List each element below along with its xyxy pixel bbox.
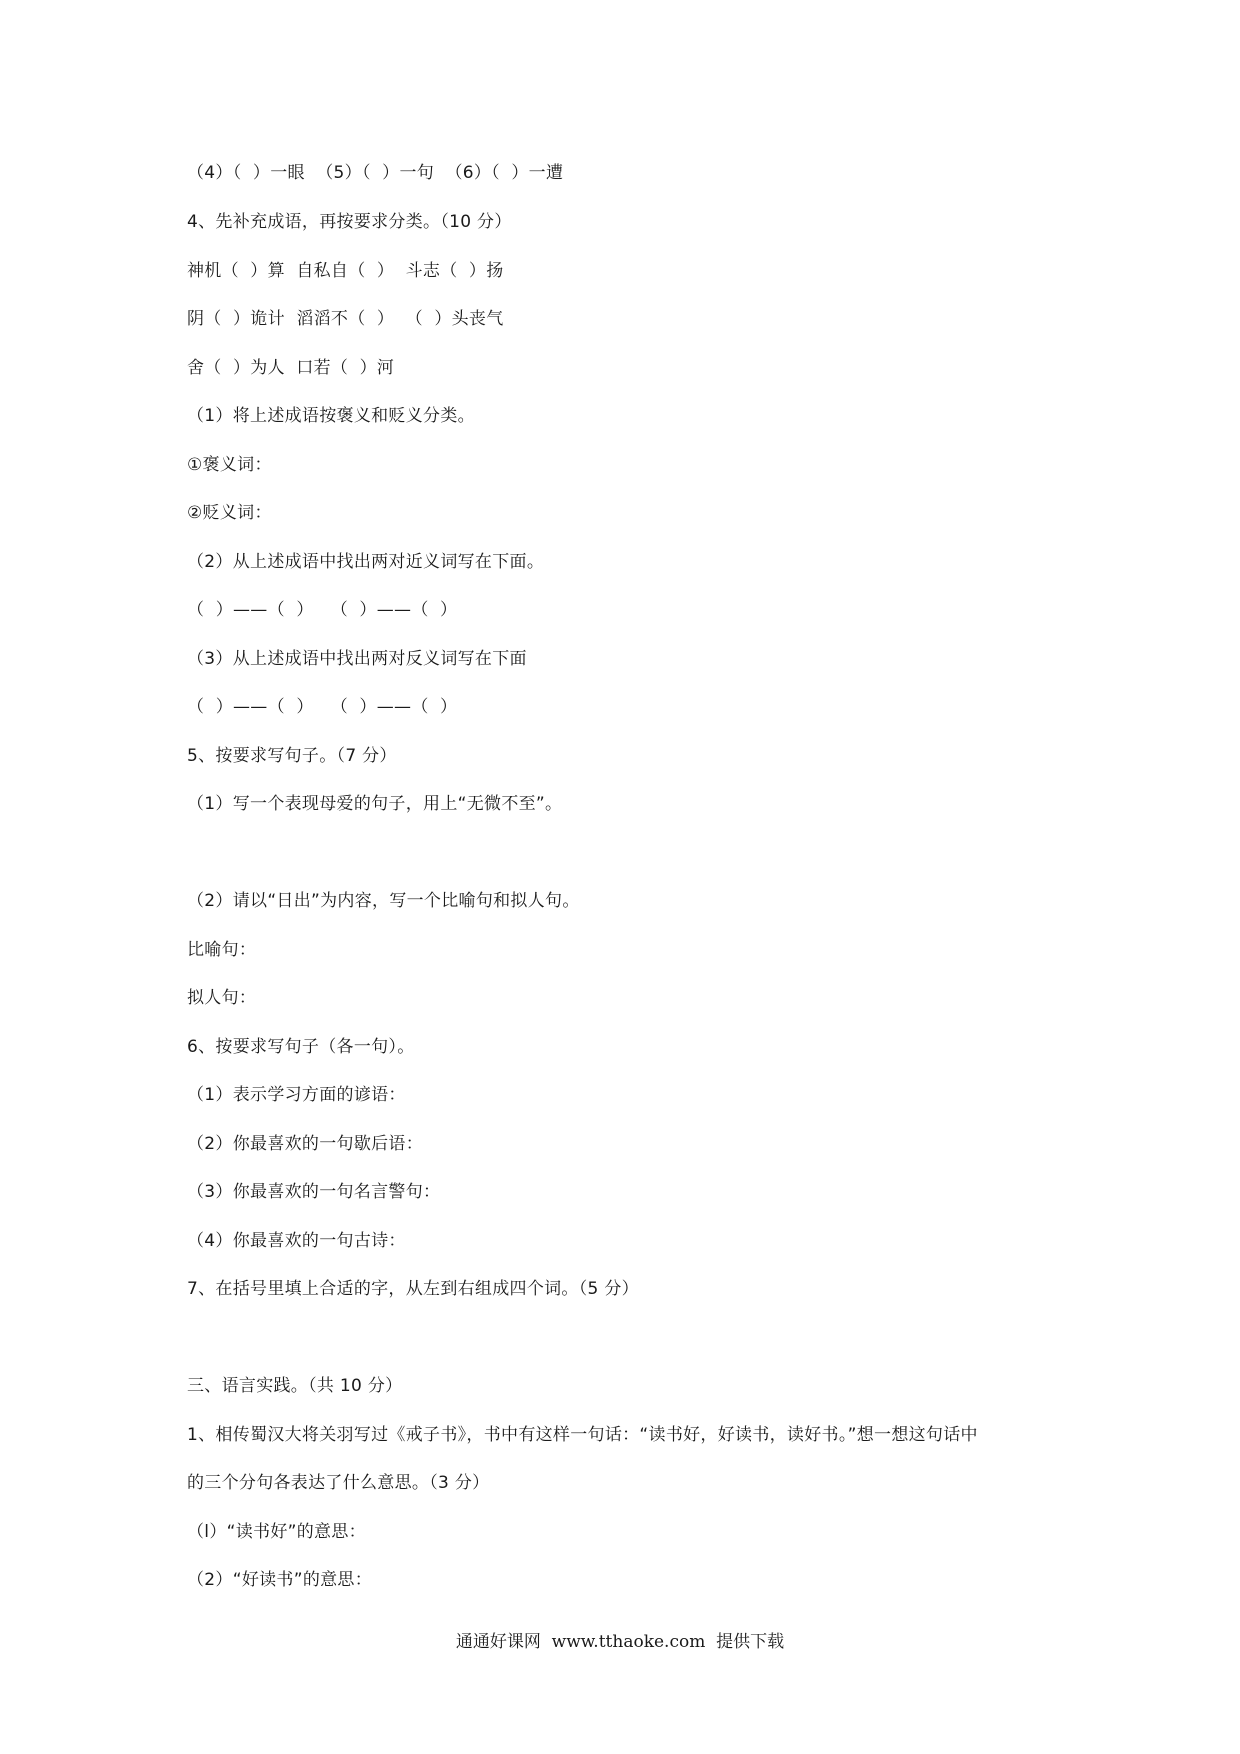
q4-idioms-row-1: 神机（ ）算 自私自（ ） 斗志（ ）扬 (187, 261, 504, 281)
q5-simile: 比喻句： (187, 940, 257, 960)
q4-idioms-row-3: 舍（ ）为人 口若（ ）河 (187, 358, 395, 378)
q6-sub-1: （1）表示学习方面的谚语： (187, 1085, 406, 1105)
q5-sub-1: （1）写一个表现母爱的句子，用上“无微不至”。 (187, 794, 563, 814)
q7-title: 7、在括号里填上合适的字，从左到右组成四个词。（5 分） (187, 1279, 639, 1299)
page-footer: 通通好课网 www.tthaoke.com 提供下载 (455, 1632, 785, 1652)
s3-q1-line-2: 的三个分句各表达了什么意思。（3 分） (187, 1473, 490, 1493)
q4-commendatory: ①褒义词： (187, 455, 272, 475)
section-3-title: 三、语言实践。（共 10 分） (187, 1376, 403, 1396)
q6-title: 6、按要求写句子（各一句）。 (187, 1037, 415, 1057)
s3-q1-sub-2: （2）“好读书”的意思： (187, 1570, 373, 1590)
s3-q1-sub-1: （l）“读书好”的意思： (187, 1522, 366, 1542)
q5-sub-2: （2）请以“日出”为内容，写一个比喻句和拟人句。 (187, 891, 580, 911)
q4-sub-1: （1）将上述成语按褒义和贬义分类。 (187, 406, 475, 426)
q4-sub-2: （2）从上述成语中找出两对近义词写在下面。 (187, 552, 545, 572)
q4-idioms-row-2: 阴（ ）诡计 滔滔不（ ） （ ）头丧气 (187, 309, 504, 329)
q5-title: 5、按要求写句子。（7 分） (187, 746, 397, 766)
q6-sub-4: （4）你最喜欢的一句古诗： (187, 1231, 406, 1251)
q4-synonym-blanks: （ ）——（ ） （ ）——（ ） (187, 600, 458, 620)
q6-sub-2: （2）你最喜欢的一句歇后语： (187, 1134, 424, 1154)
q4-antonym-blanks: （ ）——（ ） （ ）——（ ） (187, 697, 458, 717)
q5-personification: 拟人句： (187, 988, 257, 1008)
q4-sub-3: （3）从上述成语中找出两对反义词写在下面 (187, 649, 527, 669)
s3-q1-line-1: 1、相传蜀汉大将关羽写过《戒子书》，书中有这样一句话：“读书好，好读书，读好书。”想一想这句话中 (187, 1425, 978, 1445)
q4-title: 4、先补充成语，再按要求分类。（10 分） (187, 212, 512, 232)
q4-derogatory: ②贬义词： (187, 503, 272, 523)
q6-sub-3: （3）你最喜欢的一句名言警句： (187, 1182, 441, 1202)
q3-item-4-6: （4）（ ）一眼 （5）（ ）一句 （6）（ ）一遭 (187, 163, 564, 183)
